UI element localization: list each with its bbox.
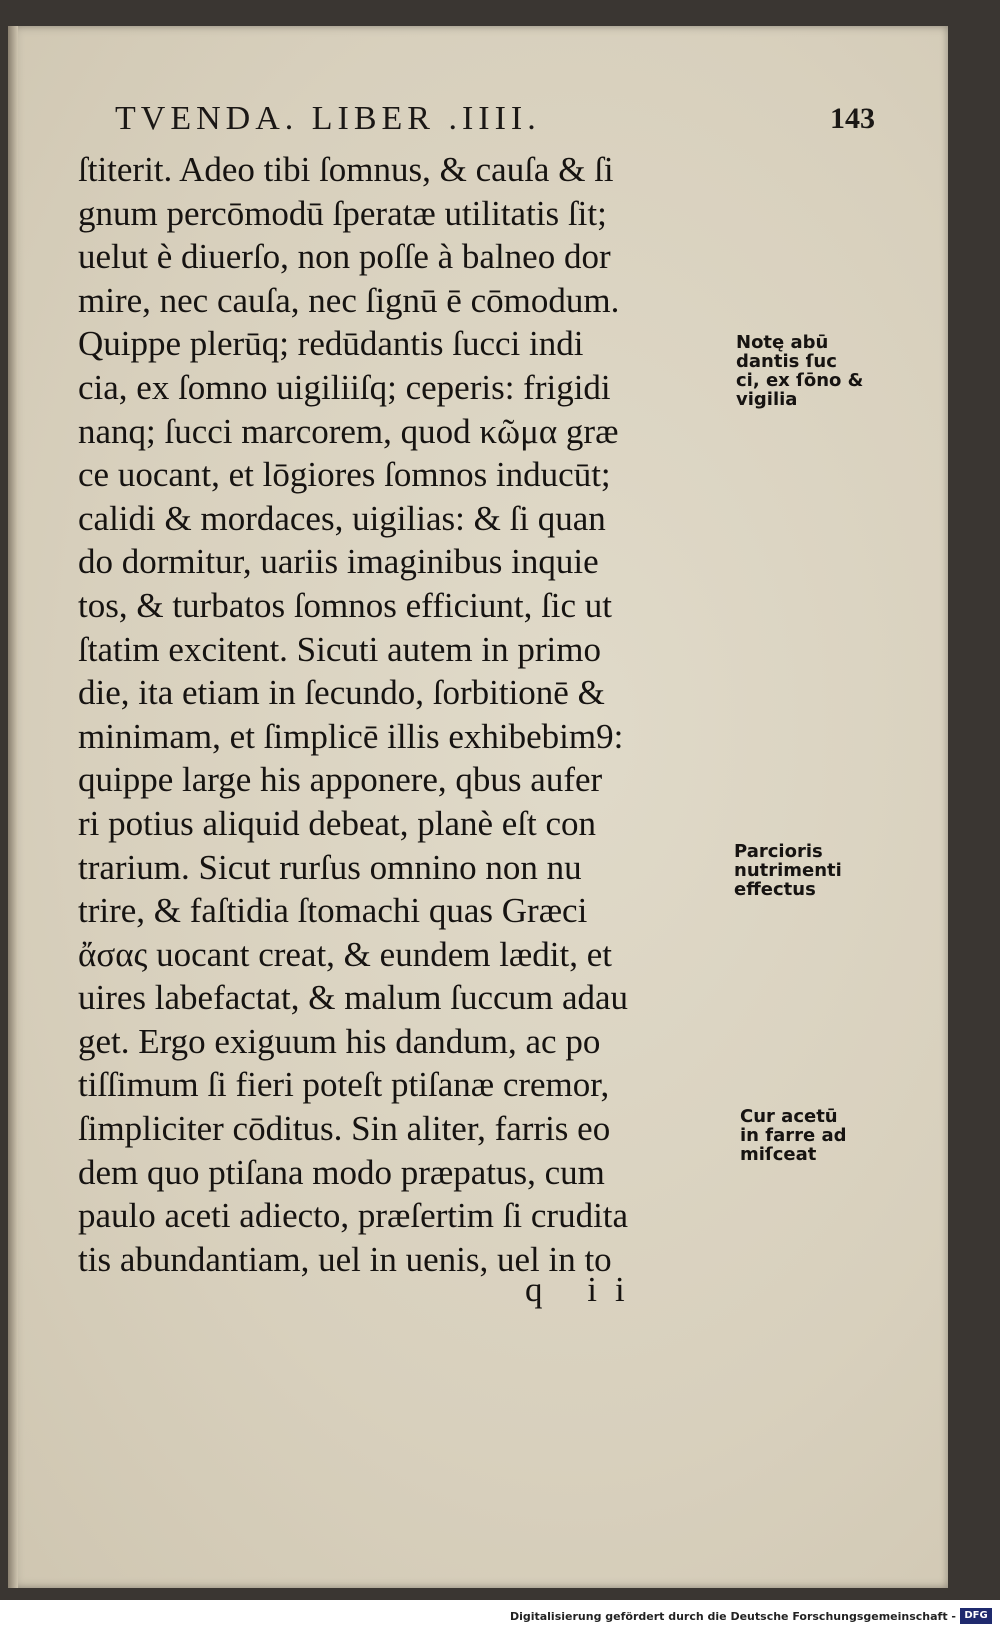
text-line: ce uocant, et lōgiores ſomnos inducūt; (78, 455, 611, 495)
marginal-note (736, 333, 863, 409)
text-line: minimam, et ſimplicē illis exhibebim9: (78, 716, 624, 756)
text-line: tis abundantiam, uel in uenis, uel in to (78, 1239, 612, 1279)
text-line: get. Ergo exiguum his dandum, ac po (78, 1021, 601, 1061)
text-line: tos, & turbatos ſomnos efficiunt, ſic ut (78, 585, 613, 625)
marginal-line: dantis ſuc (736, 351, 837, 372)
page-gutter-shadow (8, 26, 18, 1588)
footer-bar (0, 1600, 1000, 1635)
text-line: uelut è diuerſo, non poſſe à balneo dor (78, 237, 611, 277)
text-line: do dormitur, uariis imaginibus inquie (78, 542, 599, 582)
marginal-line: Notę abū (736, 332, 829, 353)
text-line: die, ita etiam in ſecundo, ſorbitionē & (78, 673, 605, 713)
text-line: calidi & mordaces, uigilias: & ſi quan (78, 498, 606, 538)
text-line: ſtiterit. Adeo tibi ſomnus, & cauſa & ſi (78, 150, 614, 189)
marginal-line: nutrimenti (734, 860, 842, 881)
text-line: gnum percōmodū ſperatæ utilitatis ſit; (78, 193, 607, 233)
marginal-line: vigilia (736, 389, 798, 410)
text-line: nanq; ſucci marcorem, quod κῶμα græ (78, 411, 619, 451)
marginal-line: miſceat (740, 1144, 817, 1165)
dfg-logo: DFG (960, 1608, 992, 1624)
text-line: tiſſimum ſi fieri poteſt ptiſanæ cremor, (78, 1065, 610, 1105)
text-line: paulo aceti adiecto, præſertim ſi crudita (78, 1196, 629, 1236)
marginal-line: Parcioris (734, 841, 823, 862)
signature-mark: q ii (525, 1270, 643, 1309)
marginal-line: ci, ex ſōno & (736, 370, 864, 391)
text-line: quippe large his apponere, qbus aufer (78, 760, 603, 800)
text-line: ἄσας uocant creat, & eundem lædit, et (78, 934, 612, 974)
marginal-note (740, 1107, 847, 1164)
funding-credit: Digitalisierung gefördert durch die Deutsche Forschungsgemeinschaft - (509, 1610, 956, 1623)
text-line: ri potius aliquid debeat, planè eſt con (78, 803, 597, 843)
text-line: Quippe plerūq; redūdantis ſucci indi (78, 324, 584, 364)
text-line: dem quo ptiſana modo præpatus, cum (78, 1152, 605, 1192)
text-line: cia, ex ſomno uigiliiſq; ceperis: frigidi (78, 367, 611, 407)
page-header (115, 100, 875, 144)
text-line: trire, & faſtidia ſtomachi quas Græci (78, 891, 588, 931)
marginal-line: in farre ad (740, 1125, 847, 1146)
page-number: 143 (830, 102, 875, 135)
text-line: uires labefactat, & malum ſuccum adau (78, 978, 629, 1018)
running-title: TVENDA. LIBER .IIII. (115, 100, 541, 137)
marginal-note (734, 842, 842, 899)
text-line: trarium. Sicut rurſus omnino non nu (78, 847, 582, 887)
body-text (78, 148, 728, 1281)
marginal-line: effectus (734, 879, 816, 900)
text-line: ſimpliciter cōditus. Sin aliter, farris eo (78, 1109, 611, 1149)
text-line: ſtatim excitent. Sicuti autem in primo (78, 629, 601, 669)
text-line: mire, nec cauſa, nec ſignū ē cōmodum. (78, 280, 620, 320)
marginal-line: Cur acetū (740, 1106, 838, 1127)
